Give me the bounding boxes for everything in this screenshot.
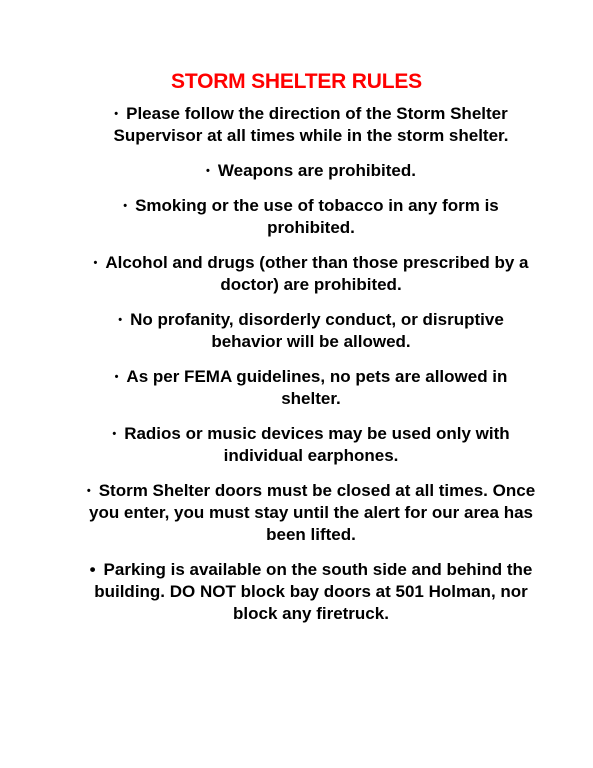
rule-text: Storm Shelter doors must be closed at all times. Once you enter, you must stay until the alert for our area has been lifted. (88, 481, 536, 544)
rules-list (86, 103, 536, 638)
bullet-icon: • (114, 108, 119, 120)
rule-text: Alcohol and drugs (other than those prescribed by a doctor) are prohibited. (105, 253, 529, 294)
rule-text: Radios or music devices may be used only with individual earphones. (124, 424, 510, 465)
bullet-icon: • (123, 200, 128, 212)
rule-text: Smoking or the use of tobacco in any form is prohibited. (135, 196, 499, 237)
rule-text: Weapons are prohibited. (217, 161, 416, 180)
list-item (86, 309, 536, 353)
rule-text: Please follow the direction of the Storm Shelter Supervisor at all times while in the storm shelter. (113, 104, 509, 145)
rule-text: No profanity, disorderly conduct, or disruptive behavior will be allowed. (130, 310, 504, 351)
bullet-icon: • (93, 257, 98, 269)
bullet-icon: • (89, 560, 96, 579)
list-item (86, 559, 536, 625)
bullet-icon: • (118, 314, 123, 326)
list-item (86, 103, 536, 147)
list-item (86, 252, 536, 296)
list-item (86, 195, 536, 239)
bullet-icon: • (206, 165, 210, 177)
page-title: STORM SHELTER RULES (171, 70, 422, 93)
bullet-icon: • (112, 428, 117, 440)
list-item (86, 366, 536, 410)
list-item (86, 423, 536, 467)
bullet-icon: • (114, 371, 119, 383)
bullet-icon: • (86, 485, 91, 497)
list-item (86, 160, 536, 182)
rule-text: As per FEMA guidelines, no pets are allowed in shelter. (126, 367, 508, 408)
list-item (86, 480, 536, 546)
rule-text: Parking is available on the south side and behind the building. DO NOT block bay doors at 501 Holman, nor block any firetruck. (94, 560, 533, 623)
